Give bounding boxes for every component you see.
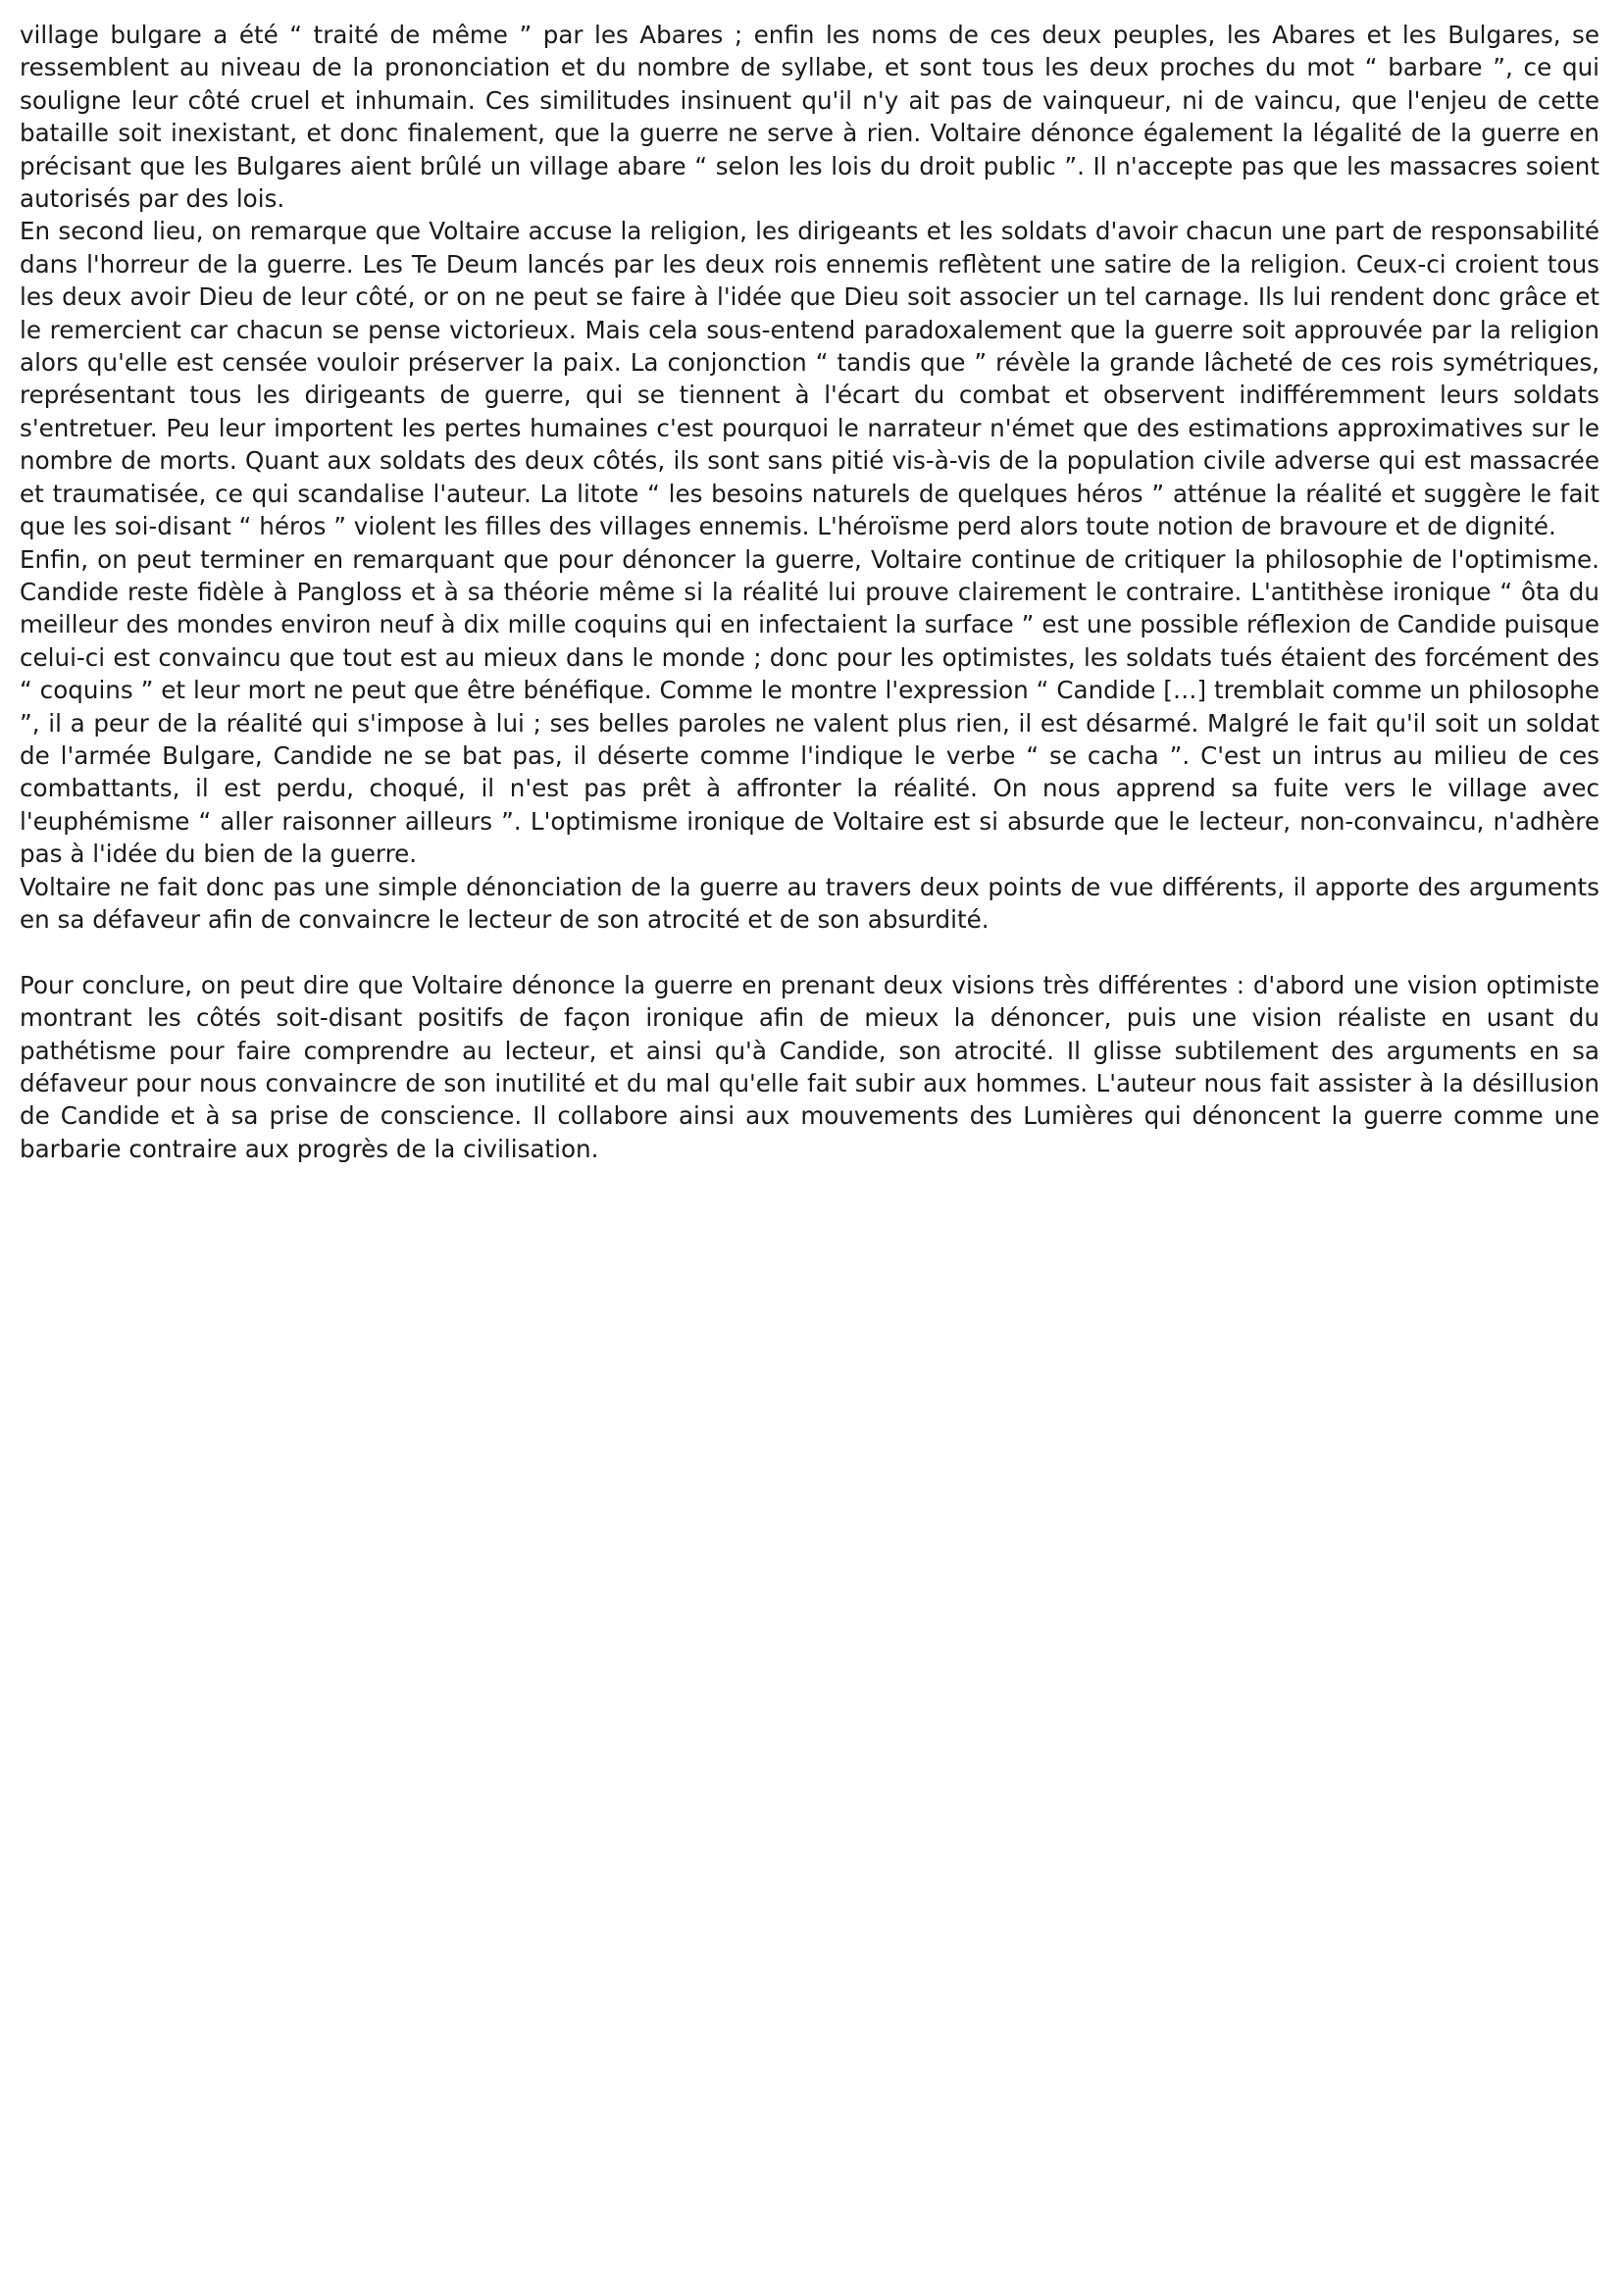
conclusion-paragraph: Pour conclure, on peut dire que Voltaire dénonce la guerre en prenant deux visions très différentes : d'abord une vision optimiste montrant les côtés soit-disant positifs de façon ironique afin de mieux la dénoncer, puis une vision réaliste en usant du pathétisme pour faire comprendre au lecteur, et ainsi qu'à Candide, son atrocité. Il glisse subtilement des arguments en sa défaveur pour nous convaincre de son inutilité et du mal qu'elle fait subir aux hommes. L'auteur nous fait assister à la désillusion de Candide et à sa prise de conscience. Il collabore ainsi aux mouvements des Lumières qui dénoncent la guerre comme une barbarie contraire aux progrès de la civilisation.: [20, 970, 1599, 1163]
document-body: [20, 19, 1599, 1165]
paragraph-4: Voltaire ne fait donc pas une simple dénonciation de la guerre au travers deux points de vue différents, il apporte des arguments en sa défaveur afin de convaincre le lecteur de son atrocité et de son absurdité.: [20, 872, 1599, 934]
paragraph-2: En second lieu, on remarque que Voltaire accuse la religion, les dirigeants et les soldats d'avoir chacun une part de responsabilité dans l'horreur de la guerre. Les Te Deum lancés par les deux rois ennemis reflètent une satire de la religion. Ceux-ci croient tous les deux avoir Dieu de leur côté, or on ne peut se faire à l'idée que Dieu soit associer un tel carnage. Ils lui rendent donc grâce et le remercient car chacun se pense victorieux. Mais cela sous-entend paradoxalement que la guerre soit approuvée par la religion alors qu'elle est censée vouloir préserver la paix. La conjonction “ tandis que ” révèle la grande lâcheté de ces rois symétriques, représentant tous les dirigeants de guerre, qui se tiennent à l'écart du combat et observent indifféremment leurs soldats s'entretuer. Peu leur importent les pertes humaines c'est pourquoi le narrateur n'émet que des estimations approximatives sur le nombre de morts. Quant aux soldats des deux côtés, ils sont sans pitié vis-à-vis de la population civile adverse qui est massacrée et traumatisée, ce qui scandalise l'auteur. La litote “ les besoins naturels de quelques héros ” atténue la réalité et suggère le fait que les soi-disant “ héros ” violent les filles des villages ennemis. L'héroïsme perd alors toute notion de bravoure et de dignité.: [20, 217, 1599, 541]
paragraph-spacer: [20, 936, 1599, 968]
paragraph-3: Enfin, on peut terminer en remarquant que pour dénoncer la guerre, Voltaire continue de critiquer la philosophie de l'optimisme. Candide reste fidèle à Pangloss et à sa théorie même si la réalité lui prouve clairement le contraire. L'antithèse ironique “ ôta du meilleur des mondes environ neuf à dix mille coquins qui en infectaient la surface ” est une possible réflexion de Candide puisque celui-ci est convaincu que tout est au mieux dans le monde ; donc pour les optimistes, les soldats tués étaient des forcément des “ coquins ” et leur mort ne peut que être bénéfique. Comme le montre l'expression “ Candide […] tremblait comme un philosophe ”, il a peur de la réalité qui s'impose à lui ; ses belles paroles ne valent plus rien, il est désarmé. Malgré le fait qu'il soit un soldat de l'armée Bulgare, Candide ne se bat pas, il déserte comme l'indique le verbe “ se cacha ”. C'est un intrus au milieu de ces combattants, il est perdu, choqué, il n'est pas prêt à affronter la réalité. On nous apprend sa fuite vers le village avec l'euphémisme “ aller raisonner ailleurs ”. L'optimisme ironique de Voltaire est si absurde que le lecteur, non-convaincu, n'adhère pas à l'idée du bien de la guerre.: [20, 544, 1599, 869]
paragraph-1: village bulgare a été “ traité de même ” par les Abares ; enfin les noms de ces deux peuples, les Abares et les Bulgares, se ressemblent au niveau de la prononciation et du nombre de syllabe, et sont tous les deux proches du mot “ barbare ”, ce qui souligne leur côté cruel et inhumain. Ces similitudes insinuent qu'il n'y ait pas de vainqueur, ni de vaincu, que l'enjeu de cette bataille soit inexistant, et donc finalement, que la guerre ne serve à rien. Voltaire dénonce également la légalité de la guerre en précisant que les Bulgares aient brûlé un village abare “ selon les lois du droit public ”. Il n'accepte pas que les massacres soient autorisés par des lois.: [20, 21, 1599, 214]
